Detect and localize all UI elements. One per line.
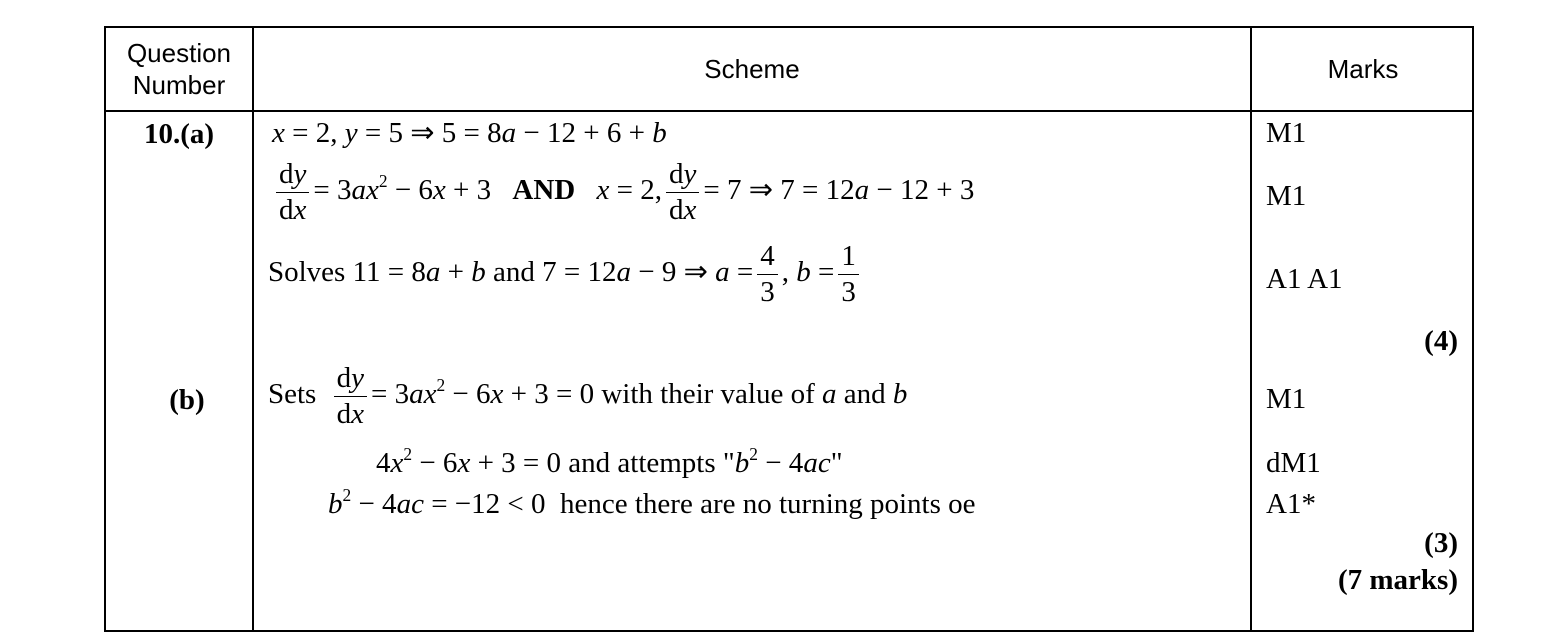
dy-dx-fraction: $\frac{dy}{dx}$ [334,364,367,429]
scheme-a-line1: x = 2, y = 5 ⇒ 5 = 8a − 12 + 6 + b [272,117,667,149]
header-scheme: Scheme [704,54,800,84]
header-marks: Marks [1327,54,1399,84]
scheme-b-line2: $4x^2 - 6x + 3 = 0$ and attempts "$b^2 - 4ac$" [376,443,843,479]
grand-total: (7 marks) [1337,564,1458,596]
column-divider [1250,28,1252,630]
mark-b3: A1* [1266,488,1316,520]
subtotal-a: (4) [1424,325,1458,357]
header-divider [106,110,1472,112]
scheme-a-line2: $\frac{dy}{dx}$ = $3ax^2 - 6x + 3$ AND x = 2, $\frac{dy}{dx}$ = 7 ⇒ 7 = 12a − 12 + 3 [272,160,974,225]
mark-a1: M1 [1266,117,1307,149]
fraction-1-3: $\frac{1}{3}$ [838,242,859,307]
dy-dx-fraction: $\frac{dy}{dx}$ [276,160,309,225]
subtotal-b: (3) [1424,527,1458,559]
scheme-b-line3: $b^2 - 4ac = -12 < 0$ hence there are no turning points oe [328,484,976,520]
header-question-number [106,37,252,101]
mark-a2: M1 [1266,180,1307,212]
question-label-a: 10.(a) [143,118,215,150]
column-divider [252,28,254,630]
header-question-line1: Question [126,38,232,68]
question-label-b: (b) [169,384,205,416]
header-question-line2: Number [132,70,226,100]
fraction-4-3: $\frac{4}{3}$ [757,242,778,307]
and-keyword: AND [512,174,576,207]
scheme-a-line3: Solves 11 = 8a + b and 7 = 12a − 9 ⇒ a = $\frac{4}{3}$ , b = $\frac{1}{3}$ [268,242,863,307]
scheme-b-line1: Sets $\frac{dy}{dx}$ = $3ax^2 - 6x + 3 = 0$ with their value of a and b [268,362,908,430]
mark-b1: M1 [1266,383,1307,415]
dy-dx-fraction: $\frac{dy}{dx}$ [666,160,699,225]
mark-b2: dM1 [1266,447,1321,479]
mark-a3: A1 A1 [1266,263,1343,295]
mark-scheme-table [104,26,1474,632]
